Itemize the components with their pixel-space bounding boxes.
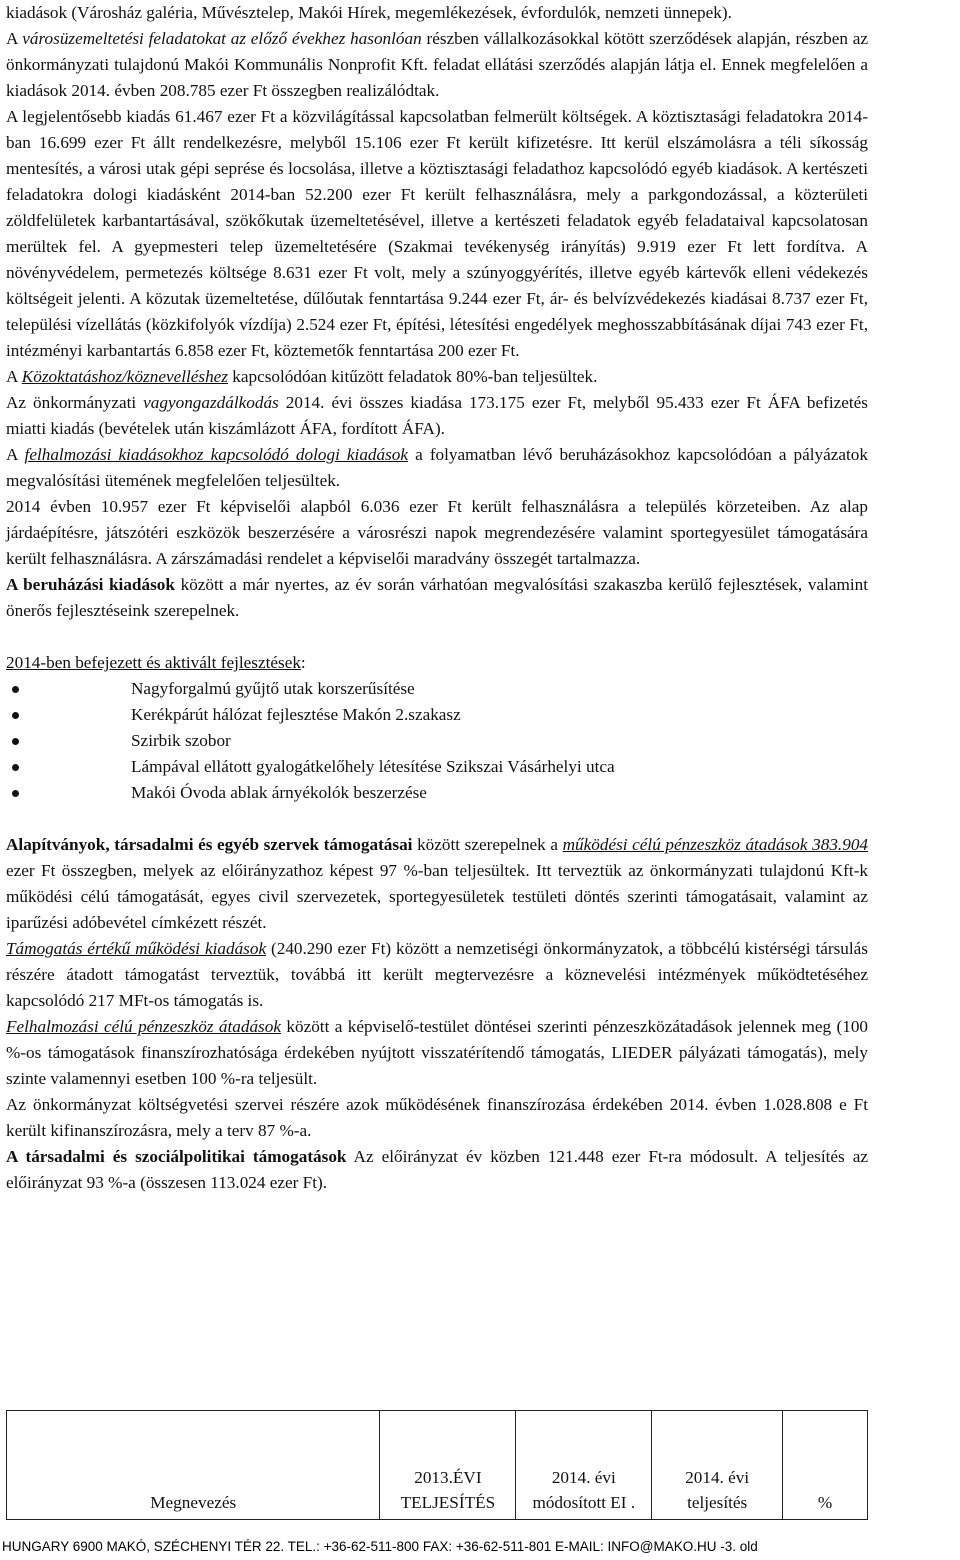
emphasis-city-operation: városüzemeltetési feladatokat az előző évekhez hasonlóan [22,29,422,48]
developments-list [6,676,868,806]
emphasis-asset-management: vagyongazdálkodás [143,393,279,412]
list-heading: 2014-ben befejezett és aktivált fejlesztések: [6,653,306,672]
page-footer: HUNGARY 6900 MAKÓ, SZÉCHENYI TÉR 22. TEL.: +36-62-511-800 FAX: +36-62-511-801 E-MAIL: INFO@MAKO.HU -3. old [2,1539,758,1554]
emphasis-foundations: Alapítványok, társadalmi és egyéb szervek támogatásai [6,835,413,854]
paragraph-budget-bodies: Az önkormányzat költségvetési szervei részére azok működésének finanszírozása érdekében 2014. évben 1.028.808 e Ft került kifinanszírozásra, mely a terv 87 %-a. [6,1095,868,1140]
table-header-cell: Megnevezés [7,1411,380,1520]
table-header-cell: 2014. évi módosított EI . [516,1411,652,1520]
paragraph-accumulation: A felhalmozási kiadásokhoz kapcsolódó dologi kiadások a folyamatban lévő beruházásokhoz kapcsolódóan a pályázatok megvalósítási ütemének megfelelően teljesültek. [6,445,868,490]
table-header-cell: % [783,1411,868,1520]
paragraph-city-operation: A városüzemeltetési feladatokat az előző évekhez hasonlóan részben vállalkozásokkal kötött szerződések alapján, részben az önkormányzati tulajdonú Makói Kommunális Nonprofit Kft. feladat ellátási szerződés alapján látja el. Ennek megfelelően a kiadások 2014. évben 208.785 ezer Ft összegben realizálódtak. [6,29,868,100]
paragraph-cultural: kiadások (Városház galéria, Művésztelep, Makói Hírek, megemlékezések, évfordulók, nemzeti ünnepek). [6,3,732,22]
table-header-cell: 2014. évi teljesítés [652,1411,783,1520]
table-header-row [7,1411,868,1520]
paragraph-capital-transfers: Felhalmozási célú pénzeszköz átadások között a képviselő-testület döntései szerinti pénzeszközátadások jelennek meg (100 %-os támogatások finanszírozhatósága érdekében nyújtott visszatérítendő támogatás, LIEDER pályázati támogatás), mely szinte valamennyi esetben 100 %-ra teljesült. [6,1017,869,1088]
paragraph-asset-management: Az önkormányzati vagyongazdálkodás 2014. évi összes kiadása 173.175 ezer Ft, melyből 95.433 ezer Ft ÁFA befizetés miatti kiadás (bevételek után kiszámlázott ÁFA, fordított ÁFA). [6,393,868,438]
list-item: Nagyforgalmú gyűjtő utak korszerűsítése [6,676,868,702]
emphasis-operating-transfers: működési célú pénzeszköz átadások 383.904 [562,835,869,854]
list-item: Makói Óvoda ablak árnyékolók beszerzése [6,780,868,806]
emphasis-investments: A beruházási kiadások [6,575,175,594]
emphasis-social-support: A társadalmi és szociálpolitikai támogatások [6,1147,347,1166]
paragraph-foundations: Alapítványok, társadalmi és egyéb szervek támogatásai között szerepelnek a működési célú pénzeszköz átadások 383.904 ezer Ft összegben, melyek az előirányzathoz képest 97 %-ban teljesültek. Itt terveztük az önkormányzati tulajdonú Kft-k működési célú támogatását, egyes civil szervezetek, sportegyesületek testületi döntés szerinti támogatásait, valamint az iparűzési adóbevétel címkézett részét. [6,835,869,932]
paragraph-representative-fund: 2014 évben 10.957 ezer Ft képviselői alapból 6.036 ezer Ft került felhasználásra a település körzeteiben. Az alap járdaépítésre, játszótéri eszközök beszerzésére a városrészi napok megrendezésére valamint sportegyesület támogatására került felhasználásra. A zárszámadási rendelet a képviselői maradvány összegét tartalmazza. [6,497,868,568]
paragraph-investments: A beruházási kiadások között a már nyertes, az év során várhatóan megvalósítási szakaszba kerülő fejlesztések, valamint önerős fejlesztéseink szerepelnek. [6,575,868,620]
paragraph-education: A Közoktatáshoz/köznevelléshez kapcsolódóan kitűzött feladatok 80%-ban teljesültek. [6,367,598,386]
list-item: Lámpával ellátott gyalogátkelőhely létesítése Szikszai Vásárhelyi utca [6,754,868,780]
emphasis-support-expenses: Támogatás értékű működési kiadások [6,939,267,958]
emphasis-accumulation: felhalmozási kiadásokhoz kapcsolódó dologi kiadások [24,445,409,464]
emphasis-education: Közoktatáshoz/köznevelléshez [21,367,228,386]
summary-table [6,1410,868,1520]
paragraph-support-expenses: Támogatás értékű működési kiadások (240.290 ezer Ft) között a nemzetiségi önkormányzatok, a többcélú kistérségi társulás részére átadott támogatást terveztük, továbbá itt került megtervezésre a köznevelési intézmények működtetéséhez kapcsolódó 217 MFt-os támogatás is. [6,939,868,1010]
list-item: Kerékpárút hálózat fejlesztése Makón 2.szakasz [6,702,868,728]
emphasis-capital-transfers: Felhalmozási célú pénzeszköz átadások [6,1017,281,1036]
list-item: Szirbik szobor [6,728,868,754]
document-body [6,0,868,1196]
table-header-cell: 2013.ÉVI TELJESÍTÉS [380,1411,516,1520]
paragraph-social-support: A társadalmi és szociálpolitikai támogatások Az előirányzat év közben 121.448 ezer Ft-ra módosult. A teljesítés az előirányzat 93 %-a (összesen 113.024 ezer Ft). [6,1147,868,1192]
paragraph-largest-expense: A legjelentősebb kiadás 61.467 ezer Ft a közvilágítással kapcsolatban felmerült költségek. A köztisztasági feladatokra 2014-ban 16.699 ezer Ft állt rendelkezésre, melyből 15.106 ezer Ft került kifizetésre. Itt kerül elszámolásra a téli síkosság mentesítés, a városi utak gépi seprése és locsolása, illetve a köztisztasági feladathoz kapcsolódó egyéb kiadások. A kertészeti feladatokra dologi kiadásként 2014-ban 52.200 ezer Ft került felhasználásra, mely a parkgondozással, a közterületi zöldfelületek karbantartásával, szökőkutak üzemeltetésével, illetve a kertészeti feladatok egyéb feladataival kapcsolatosan merültek fel. A gyepmesteri telep üzemeltetésére (Szakmai tevékenység irányítás) 9.919 ezer Ft lett fordítva. A növényvédelem, permetezés költsége 8.631 ezer Ft volt, mely a szúnyoggyérítés, illetve egyéb kártevők elleni védekezés költségeit jelenti. A közutak üzemeltetése, dűlőutak fenntartása 9.244 ezer Ft, ár- és belvízvédekezés kiadásai 8.737 ezer Ft, települési vízellátás (közkifolyók vízdíja) 2.524 ezer Ft, építési, létesítési engedélyek meghosszabbításának díjai 743 ezer Ft, intézményi karbantartás 6.858 ezer Ft, köztemetők fenntartása 200 ezer Ft. [6,107,868,360]
